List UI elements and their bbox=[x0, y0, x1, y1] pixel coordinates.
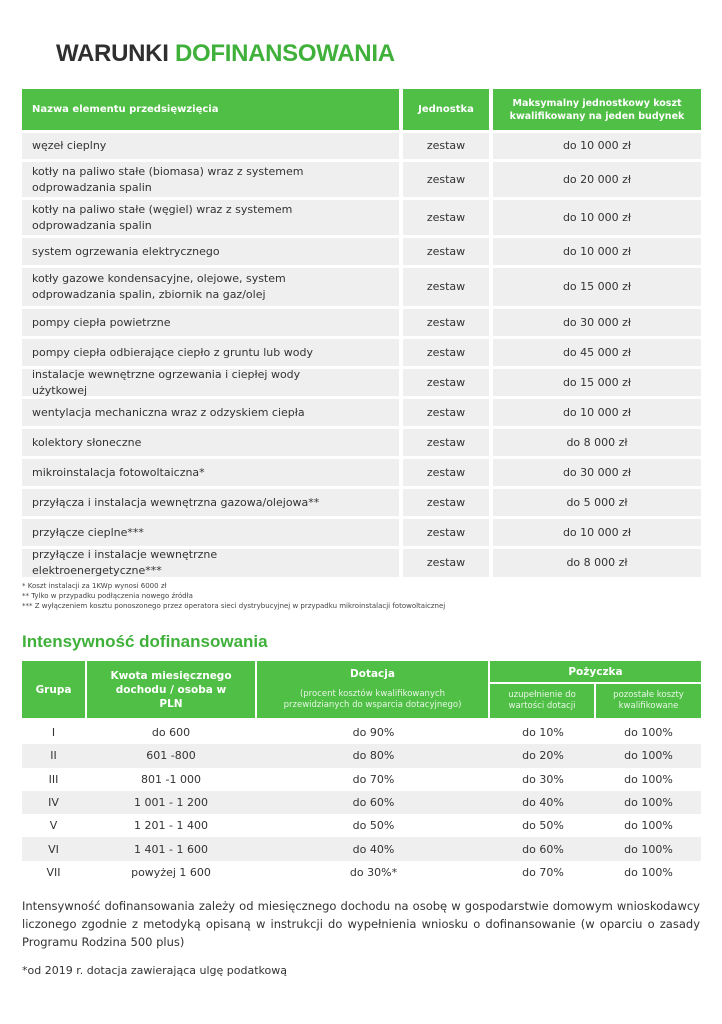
element-name-cell: przyłącze i instalacje wewnętrzne elektroenergetyczne*** bbox=[22, 549, 399, 577]
group-cell: VI bbox=[48, 842, 59, 856]
page-title-dark: WARUNKI bbox=[56, 40, 169, 67]
table-row bbox=[22, 721, 701, 744]
group-cell: VII bbox=[46, 865, 61, 879]
loan-supplement-cell: do 30% bbox=[522, 772, 564, 786]
footnote: * Koszt instalacji za 1KWp wynosi 6000 zł bbox=[22, 582, 167, 590]
unit-cell: zestaw bbox=[403, 369, 489, 396]
grant-cell: do 40% bbox=[352, 842, 395, 856]
loan-remaining-cell: do 100% bbox=[624, 842, 673, 856]
loan-remaining-cell: do 100% bbox=[624, 726, 673, 740]
unit-cell: zestaw bbox=[403, 519, 489, 546]
loan-remaining-cell: do 100% bbox=[624, 772, 673, 786]
costs-table bbox=[22, 89, 701, 577]
tax-note: *od 2019 r. dotacja zawierająca ulgę podatkową bbox=[22, 964, 287, 977]
element-name-cell: węzeł cieplny bbox=[22, 133, 399, 159]
table-row bbox=[22, 162, 701, 197]
grant-cell: do 30%* bbox=[349, 865, 398, 879]
loan-remaining-cell: do 100% bbox=[624, 865, 673, 879]
unit-cell: zestaw bbox=[403, 399, 489, 426]
footnotes bbox=[22, 581, 445, 611]
element-name-cell: przyłącza i instalacja wewnętrzna gazowa/olejowa** bbox=[22, 489, 399, 516]
table-row bbox=[22, 399, 701, 426]
grant-cell: do 60% bbox=[352, 796, 395, 810]
unit-cell: zestaw bbox=[403, 459, 489, 486]
income-cell: 801 -1 000 bbox=[141, 772, 201, 786]
max-cost-cell: do 30 000 zł bbox=[493, 309, 701, 336]
income-cell: do 600 bbox=[151, 726, 191, 740]
table-row bbox=[22, 429, 701, 456]
unit-cell: zestaw bbox=[403, 549, 489, 577]
table-row bbox=[22, 459, 701, 486]
income-cell: 601 -800 bbox=[146, 749, 196, 763]
unit-cell: zestaw bbox=[403, 200, 489, 235]
header-loan-sub-1: uzupełnienie do wartości dotacji bbox=[508, 690, 576, 711]
income-cell: 1 201 - 1 400 bbox=[134, 819, 208, 833]
max-cost-cell: do 30 000 zł bbox=[493, 459, 701, 486]
costs-table-body bbox=[22, 133, 701, 577]
grant-cell: do 50% bbox=[352, 819, 395, 833]
grant-cell: do 80% bbox=[352, 749, 395, 763]
element-name-cell: instalacje wewnętrzne ogrzewania i ciepłej wody użytkowej bbox=[22, 369, 399, 396]
element-name-cell: mikroinstalacja fotowoltaiczna* bbox=[22, 459, 399, 486]
table-row bbox=[22, 489, 701, 516]
max-cost-cell: do 10 000 zł bbox=[493, 133, 701, 159]
max-cost-cell: do 8 000 zł bbox=[493, 429, 701, 456]
income-cell: 1 001 - 1 200 bbox=[134, 796, 208, 810]
loan-supplement-cell: do 50% bbox=[522, 819, 564, 833]
table-row bbox=[22, 814, 701, 837]
element-name-cell: kolektory słoneczne bbox=[22, 429, 399, 456]
table-row bbox=[22, 744, 701, 767]
footnote: ** Tylko w przypadku podłączenia nowego źródła bbox=[22, 592, 193, 600]
unit-cell: zestaw bbox=[403, 238, 489, 265]
table-row bbox=[22, 549, 701, 577]
header-element-name: Nazwa elementu przedsięwzięcia bbox=[22, 89, 399, 130]
intensity-table-header bbox=[22, 661, 701, 718]
footnote: *** Z wyłączeniem kosztu ponoszonego przez operatora sieci dystrybucyjnej w przypadku mikroinstalacji fotowoltaicznej bbox=[22, 602, 446, 610]
table-row bbox=[22, 791, 701, 814]
table-row bbox=[22, 339, 701, 366]
unit-cell: zestaw bbox=[403, 429, 489, 456]
element-name-cell: pompy ciepła powietrzne bbox=[22, 309, 399, 336]
income-cell: powyżej 1 600 bbox=[131, 865, 211, 879]
max-cost-cell: do 10 000 zł bbox=[493, 519, 701, 546]
section-title: Intensywność dofinansowania bbox=[22, 632, 268, 651]
unit-cell: zestaw bbox=[403, 489, 489, 516]
unit-cell: zestaw bbox=[403, 339, 489, 366]
header-unit: Jednostka bbox=[403, 89, 489, 130]
group-cell: V bbox=[49, 819, 58, 833]
max-cost-cell: do 15 000 zł bbox=[493, 369, 701, 396]
group-cell: I bbox=[51, 726, 56, 740]
header-loan: Pożyczka bbox=[490, 661, 701, 682]
max-cost-cell: do 8 000 zł bbox=[493, 549, 701, 577]
max-cost-cell: do 15 000 zł bbox=[493, 268, 701, 306]
unit-cell: zestaw bbox=[403, 162, 489, 197]
table-row bbox=[22, 268, 701, 306]
table-row bbox=[22, 519, 701, 546]
header-grant: Dotacja bbox=[350, 668, 395, 680]
loan-remaining-cell: do 100% bbox=[624, 819, 673, 833]
header-loan-sub-2: pozostałe koszty kwalifikowane bbox=[613, 690, 684, 711]
loan-supplement-cell: do 20% bbox=[522, 749, 564, 763]
page-title-green: DOFINANSOWANIA bbox=[174, 40, 395, 67]
group-cell: III bbox=[48, 772, 59, 786]
loan-supplement-cell: do 40% bbox=[522, 796, 564, 810]
unit-cell: zestaw bbox=[403, 133, 489, 159]
grant-cell: do 70% bbox=[352, 772, 395, 786]
element-name-cell: kotły gazowe kondensacyjne, olejowe, system odprowadzania spalin, zbiornik na gaz/olej bbox=[22, 268, 399, 306]
group-cell: IV bbox=[48, 796, 59, 810]
table-row bbox=[22, 768, 701, 791]
loan-supplement-cell: do 10% bbox=[522, 726, 564, 740]
income-cell: 1 401 - 1 600 bbox=[134, 842, 208, 856]
loan-supplement-cell: do 60% bbox=[522, 842, 564, 856]
element-name-cell: przyłącze cieplne*** bbox=[22, 519, 399, 546]
info-paragraph: Intensywność dofinansowania zależy od miesięcznego dochodu na osobę w gospodarstwie domowym wnioskodawcy liczonego zgodnie z metodyką opisaną w instrukcji do wypełnienia wniosku o dofinansowanie (w oparciu o zasady Programu Rodzina 500 plus) bbox=[22, 899, 700, 949]
table-row bbox=[22, 309, 701, 336]
header-income: Kwota miesięcznego dochodu / osoba w PLN bbox=[87, 661, 255, 718]
element-name-cell: kotły na paliwo stałe (węgiel) wraz z systemem odprowadzania spalin bbox=[22, 200, 399, 235]
max-cost-cell: do 10 000 zł bbox=[493, 200, 701, 235]
header-group: Grupa bbox=[22, 661, 85, 718]
element-name-cell: system ogrzewania elektrycznego bbox=[22, 238, 399, 265]
costs-table-header bbox=[22, 89, 701, 130]
max-cost-cell: do 10 000 zł bbox=[493, 399, 701, 426]
page-title bbox=[56, 40, 395, 68]
loan-remaining-cell: do 100% bbox=[624, 796, 673, 810]
max-cost-cell: do 45 000 zł bbox=[493, 339, 701, 366]
table-row bbox=[22, 200, 701, 235]
table-row bbox=[22, 861, 701, 884]
header-max-cost: Maksymalny jednostkowy koszt kwalifikowany na jeden budynek bbox=[493, 89, 701, 130]
group-cell: II bbox=[50, 749, 57, 763]
max-cost-cell: do 5 000 zł bbox=[493, 489, 701, 516]
header-grant-sub: (procent kosztów kwalifikowanych przewidzianych do wsparcia dotacyjnego) bbox=[283, 689, 462, 710]
table-row bbox=[22, 238, 701, 265]
element-name-cell: kotły na paliwo stałe (biomasa) wraz z systemem odprowadzania spalin bbox=[22, 162, 399, 197]
unit-cell: zestaw bbox=[403, 268, 489, 306]
max-cost-cell: do 10 000 zł bbox=[493, 238, 701, 265]
element-name-cell: pompy ciepła odbierające ciepło z gruntu lub wody bbox=[22, 339, 399, 366]
unit-cell: zestaw bbox=[403, 309, 489, 336]
intensity-table-body bbox=[22, 721, 701, 884]
element-name-cell: wentylacja mechaniczna wraz z odzyskiem ciepła bbox=[22, 399, 399, 426]
table-row bbox=[22, 133, 701, 159]
max-cost-cell: do 20 000 zł bbox=[493, 162, 701, 197]
grant-cell: do 90% bbox=[352, 726, 395, 740]
loan-remaining-cell: do 100% bbox=[624, 749, 673, 763]
table-row bbox=[22, 837, 701, 860]
loan-supplement-cell: do 70% bbox=[522, 865, 564, 879]
table-row bbox=[22, 369, 701, 396]
